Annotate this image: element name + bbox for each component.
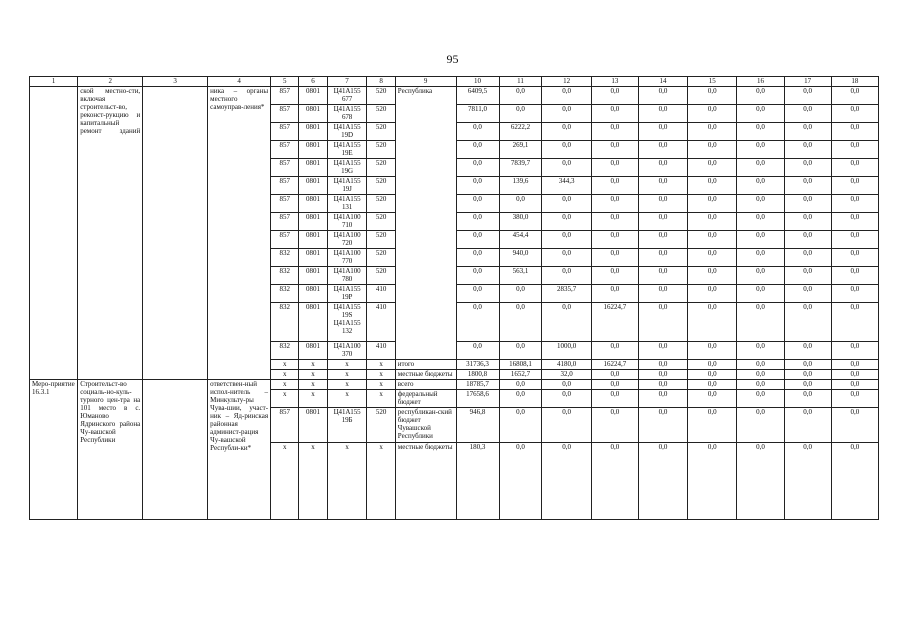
- grbs-cell: 857: [271, 195, 299, 213]
- grbs-cell: 857: [271, 141, 299, 159]
- value-cell: 0,0: [831, 231, 878, 249]
- value-cell: 0,0: [591, 141, 638, 159]
- grbs-cell: 832: [271, 342, 299, 360]
- value-cell: 0,0: [688, 231, 737, 249]
- value-cell: 0,0: [542, 213, 591, 231]
- value-cell: 0,0: [638, 342, 687, 360]
- value-cell: 0,0: [784, 231, 831, 249]
- value-cell: 0,0: [638, 360, 687, 370]
- target-code-cell: Ц41А100 370: [327, 342, 367, 360]
- value-cell: 0,0: [784, 213, 831, 231]
- grbs-cell: х: [271, 390, 299, 408]
- value-cell: 180,3: [456, 443, 499, 520]
- value-cell: 0,0: [688, 380, 737, 390]
- target-code-cell: Ц41А155 19J: [327, 177, 367, 195]
- value-cell: 17658,6: [456, 390, 499, 408]
- value-cell: 139,6: [499, 177, 542, 195]
- value-cell: 0,0: [831, 141, 878, 159]
- column-number: 17: [784, 77, 831, 87]
- value-cell: 0,0: [784, 87, 831, 105]
- value-cell: 0,0: [688, 285, 737, 303]
- expense-type-cell: 520: [367, 141, 395, 159]
- program-table: [29, 76, 879, 520]
- funding-source-cell: всего: [395, 380, 456, 390]
- value-cell: 0,0: [784, 123, 831, 141]
- value-cell: 0,0: [638, 195, 687, 213]
- grbs-cell: 832: [271, 267, 299, 285]
- value-cell: 0,0: [688, 159, 737, 177]
- value-cell: 0,0: [542, 443, 591, 520]
- value-cell: 344,3: [542, 177, 591, 195]
- value-cell: 0,0: [591, 285, 638, 303]
- value-cell: 0,0: [737, 105, 784, 123]
- value-cell: 0,0: [688, 87, 737, 105]
- target-code-cell: Ц41А155 677: [327, 87, 367, 105]
- value-cell: 0,0: [688, 141, 737, 159]
- value-cell: 0,0: [688, 443, 737, 520]
- column-number: 4: [208, 77, 271, 87]
- value-cell: 0,0: [456, 177, 499, 195]
- target-code-cell: х: [327, 390, 367, 408]
- target-code-cell: Ц41А155 19Б: [327, 408, 367, 443]
- value-cell: 4180,0: [542, 360, 591, 370]
- value-cell: 0,0: [737, 123, 784, 141]
- value-cell: 0,0: [542, 141, 591, 159]
- expense-type-cell: 520: [367, 159, 395, 177]
- value-cell: 0,0: [499, 443, 542, 520]
- value-cell: 0,0: [784, 443, 831, 520]
- value-cell: 0,0: [737, 285, 784, 303]
- column-number: 13: [591, 77, 638, 87]
- value-cell: 1652,7: [499, 370, 542, 380]
- section-cell: 0801: [299, 303, 327, 342]
- section-cell: 0801: [299, 177, 327, 195]
- value-cell: 0,0: [638, 123, 687, 141]
- value-cell: 0,0: [784, 390, 831, 408]
- section-cell: 0801: [299, 267, 327, 285]
- value-cell: 0,0: [784, 195, 831, 213]
- funding-source-cell: местные бюджеты: [395, 443, 456, 520]
- value-cell: 2835,7: [542, 285, 591, 303]
- page-number: 95: [446, 52, 459, 66]
- value-cell: 0,0: [638, 267, 687, 285]
- value-cell: 0,0: [542, 408, 591, 443]
- value-cell: 0,0: [638, 390, 687, 408]
- section-cell: 0801: [299, 195, 327, 213]
- value-cell: 0,0: [591, 123, 638, 141]
- value-cell: 0,0: [831, 360, 878, 370]
- column-number-row: [30, 77, 879, 87]
- column-number: 2: [78, 77, 143, 87]
- value-cell: 0,0: [499, 285, 542, 303]
- target-code-cell: Ц41А155 19G: [327, 159, 367, 177]
- section-cell: 0801: [299, 123, 327, 141]
- value-cell: 0,0: [638, 443, 687, 520]
- section-cell: 0801: [299, 408, 327, 443]
- value-cell: 0,0: [542, 231, 591, 249]
- value-cell: 0,0: [591, 380, 638, 390]
- expense-type-cell: х: [367, 360, 395, 370]
- target-code-cell: Ц41А155 19S Ц41А155 132: [327, 303, 367, 342]
- value-cell: 946,8: [456, 408, 499, 443]
- grbs-cell: 857: [271, 123, 299, 141]
- value-cell: 0,0: [784, 370, 831, 380]
- value-cell: 0,0: [831, 213, 878, 231]
- table-row: [30, 87, 879, 105]
- goal-cell: [143, 87, 208, 380]
- value-cell: 0,0: [688, 213, 737, 231]
- value-cell: 0,0: [591, 408, 638, 443]
- value-cell: 0,0: [638, 213, 687, 231]
- section-cell: 0801: [299, 87, 327, 105]
- value-cell: 0,0: [737, 249, 784, 267]
- value-cell: 0,0: [737, 159, 784, 177]
- value-cell: 0,0: [688, 177, 737, 195]
- column-number: 11: [499, 77, 542, 87]
- value-cell: 0,0: [737, 408, 784, 443]
- value-cell: 0,0: [542, 390, 591, 408]
- value-cell: 0,0: [688, 123, 737, 141]
- value-cell: 0,0: [688, 249, 737, 267]
- value-cell: 0,0: [499, 195, 542, 213]
- value-cell: 0,0: [591, 105, 638, 123]
- value-cell: 380,0: [499, 213, 542, 231]
- grbs-cell: х: [271, 360, 299, 370]
- column-number: 7: [327, 77, 367, 87]
- value-cell: 0,0: [688, 390, 737, 408]
- value-cell: 0,0: [688, 342, 737, 360]
- expense-type-cell: х: [367, 443, 395, 520]
- value-cell: 0,0: [638, 285, 687, 303]
- expense-type-cell: 520: [367, 249, 395, 267]
- value-cell: 0,0: [638, 177, 687, 195]
- expense-type-cell: 520: [367, 408, 395, 443]
- value-cell: 0,0: [831, 370, 878, 380]
- value-cell: 0,0: [638, 408, 687, 443]
- funding-source-cell: местные бюджеты: [395, 370, 456, 380]
- target-code-cell: Ц41А155 19E: [327, 141, 367, 159]
- column-number: 8: [367, 77, 395, 87]
- value-cell: 16224,7: [591, 360, 638, 370]
- column-number: 14: [638, 77, 687, 87]
- target-code-cell: Ц41А155 678: [327, 105, 367, 123]
- section-cell: х: [299, 390, 327, 408]
- value-cell: 16224,7: [591, 303, 638, 342]
- value-cell: 0,0: [688, 105, 737, 123]
- value-cell: 0,0: [784, 141, 831, 159]
- section-cell: 0801: [299, 342, 327, 360]
- value-cell: 0,0: [542, 267, 591, 285]
- value-cell: 0,0: [688, 360, 737, 370]
- target-code-cell: х: [327, 380, 367, 390]
- section-cell: х: [299, 443, 327, 520]
- value-cell: 0,0: [638, 380, 687, 390]
- value-cell: 0,0: [737, 267, 784, 285]
- grbs-cell: 857: [271, 408, 299, 443]
- target-code-cell: Ц41А155 19P: [327, 285, 367, 303]
- value-cell: 0,0: [591, 213, 638, 231]
- value-cell: 0,0: [831, 123, 878, 141]
- value-cell: 0,0: [737, 303, 784, 342]
- column-number: 6: [299, 77, 327, 87]
- expense-type-cell: х: [367, 370, 395, 380]
- expense-type-cell: 520: [367, 231, 395, 249]
- value-cell: 0,0: [638, 303, 687, 342]
- value-cell: 0,0: [784, 249, 831, 267]
- value-cell: 0,0: [737, 231, 784, 249]
- value-cell: 0,0: [638, 231, 687, 249]
- grbs-cell: х: [271, 370, 299, 380]
- expense-type-cell: 410: [367, 285, 395, 303]
- target-code-cell: Ц41А100 770: [327, 249, 367, 267]
- target-code-cell: Ц41А100 710: [327, 213, 367, 231]
- section-cell: 0801: [299, 141, 327, 159]
- grbs-cell: 832: [271, 249, 299, 267]
- value-cell: 0,0: [831, 159, 878, 177]
- value-cell: 0,0: [784, 105, 831, 123]
- value-cell: 0,0: [737, 195, 784, 213]
- value-cell: 0,0: [638, 141, 687, 159]
- value-cell: 0,0: [784, 177, 831, 195]
- value-cell: 32,0: [542, 370, 591, 380]
- value-cell: 18785,7: [456, 380, 499, 390]
- value-cell: 6222,2: [499, 123, 542, 141]
- grbs-cell: 857: [271, 231, 299, 249]
- value-cell: 0,0: [737, 177, 784, 195]
- expense-type-cell: 520: [367, 213, 395, 231]
- expense-type-cell: х: [367, 390, 395, 408]
- column-number: 10: [456, 77, 499, 87]
- target-code-cell: Ц41А100 780: [327, 267, 367, 285]
- value-cell: 0,0: [784, 159, 831, 177]
- expense-type-cell: 520: [367, 195, 395, 213]
- value-cell: 0,0: [591, 195, 638, 213]
- value-cell: 0,0: [456, 342, 499, 360]
- section-cell: х: [299, 360, 327, 370]
- target-code-cell: Ц41А100 720: [327, 231, 367, 249]
- value-cell: 0,0: [784, 408, 831, 443]
- expense-type-cell: 520: [367, 267, 395, 285]
- value-cell: 1800,8: [456, 370, 499, 380]
- column-number: 16: [737, 77, 784, 87]
- value-cell: 31736,3: [456, 360, 499, 370]
- column-number: 9: [395, 77, 456, 87]
- section-cell: х: [299, 380, 327, 390]
- column-number: 5: [271, 77, 299, 87]
- section-cell: 0801: [299, 213, 327, 231]
- value-cell: 0,0: [499, 87, 542, 105]
- value-cell: 0,0: [499, 303, 542, 342]
- value-cell: 0,0: [784, 342, 831, 360]
- funding-source-cell: Республика: [395, 87, 456, 360]
- value-cell: 0,0: [542, 123, 591, 141]
- value-cell: 0,0: [456, 123, 499, 141]
- measure-name-cell: ской местно-сти, включая строительст-во, реконст-рукцию и капитальный ремонт зданий: [78, 87, 143, 380]
- value-cell: 0,0: [784, 303, 831, 342]
- grbs-cell: 857: [271, 159, 299, 177]
- value-cell: 0,0: [831, 177, 878, 195]
- value-cell: 0,0: [456, 303, 499, 342]
- value-cell: 0,0: [784, 267, 831, 285]
- section-cell: 0801: [299, 285, 327, 303]
- value-cell: 0,0: [737, 370, 784, 380]
- funding-source-cell: республикан-ский бюджет Чувашской Республики: [395, 408, 456, 443]
- value-cell: 0,0: [542, 249, 591, 267]
- column-number: 15: [688, 77, 737, 87]
- value-cell: 0,0: [737, 390, 784, 408]
- value-cell: 0,0: [638, 105, 687, 123]
- grbs-cell: х: [271, 443, 299, 520]
- target-code-cell: Ц41А155 131: [327, 195, 367, 213]
- value-cell: 0,0: [831, 267, 878, 285]
- value-cell: 0,0: [499, 380, 542, 390]
- value-cell: 563,1: [499, 267, 542, 285]
- value-cell: 0,0: [591, 159, 638, 177]
- expense-type-cell: 410: [367, 303, 395, 342]
- value-cell: 0,0: [831, 87, 878, 105]
- value-cell: 0,0: [737, 360, 784, 370]
- value-cell: 7811,0: [456, 105, 499, 123]
- value-cell: 0,0: [591, 370, 638, 380]
- value-cell: 0,0: [591, 231, 638, 249]
- value-cell: 0,0: [638, 370, 687, 380]
- column-number: 18: [831, 77, 878, 87]
- value-cell: 0,0: [688, 195, 737, 213]
- value-cell: 0,0: [499, 342, 542, 360]
- value-cell: 0,0: [542, 87, 591, 105]
- expense-type-cell: х: [367, 380, 395, 390]
- value-cell: 0,0: [591, 443, 638, 520]
- section-cell: 0801: [299, 249, 327, 267]
- value-cell: 0,0: [688, 303, 737, 342]
- value-cell: 0,0: [456, 159, 499, 177]
- value-cell: 0,0: [831, 408, 878, 443]
- value-cell: 0,0: [591, 267, 638, 285]
- value-cell: 0,0: [542, 195, 591, 213]
- grbs-cell: 857: [271, 105, 299, 123]
- value-cell: 0,0: [499, 390, 542, 408]
- value-cell: 0,0: [688, 408, 737, 443]
- value-cell: 1000,0: [542, 342, 591, 360]
- grbs-cell: 857: [271, 87, 299, 105]
- grbs-cell: 832: [271, 285, 299, 303]
- grbs-cell: х: [271, 380, 299, 390]
- expense-type-cell: 520: [367, 87, 395, 105]
- value-cell: 0,0: [456, 249, 499, 267]
- value-cell: 0,0: [591, 87, 638, 105]
- column-number: 12: [542, 77, 591, 87]
- value-cell: 0,0: [456, 267, 499, 285]
- expense-type-cell: 410: [367, 342, 395, 360]
- value-cell: 0,0: [456, 285, 499, 303]
- grbs-cell: 857: [271, 177, 299, 195]
- table-row: [30, 380, 879, 390]
- value-cell: 0,0: [542, 105, 591, 123]
- value-cell: 16808,1: [499, 360, 542, 370]
- value-cell: 0,0: [542, 303, 591, 342]
- target-code-cell: х: [327, 443, 367, 520]
- value-cell: 6409,5: [456, 87, 499, 105]
- value-cell: 0,0: [456, 195, 499, 213]
- value-cell: 0,0: [456, 141, 499, 159]
- value-cell: 0,0: [737, 141, 784, 159]
- expense-type-cell: 520: [367, 177, 395, 195]
- value-cell: 0,0: [638, 249, 687, 267]
- value-cell: 0,0: [831, 380, 878, 390]
- value-cell: 940,0: [499, 249, 542, 267]
- measure-name-cell: Строительст-во социаль-но-куль-турного цен-тра на 101 место в с. Юманово Ядринского района Чу-вашской Республики: [78, 380, 143, 520]
- section-cell: 0801: [299, 105, 327, 123]
- value-cell: 0,0: [456, 231, 499, 249]
- measure-id-cell: [30, 87, 78, 380]
- value-cell: 0,0: [784, 380, 831, 390]
- executor-cell: ника – органы местного самоуправ-ления*: [208, 87, 271, 380]
- value-cell: 0,0: [831, 342, 878, 360]
- grbs-cell: 857: [271, 213, 299, 231]
- value-cell: 0,0: [737, 342, 784, 360]
- value-cell: 0,0: [831, 285, 878, 303]
- measure-id-cell: Меро-приятие 16.3.1: [30, 380, 78, 520]
- value-cell: 269,1: [499, 141, 542, 159]
- expense-type-cell: 520: [367, 105, 395, 123]
- funding-source-cell: федеральный бюджет: [395, 390, 456, 408]
- expense-type-cell: 520: [367, 123, 395, 141]
- value-cell: 0,0: [499, 408, 542, 443]
- value-cell: 0,0: [542, 380, 591, 390]
- value-cell: 0,0: [456, 213, 499, 231]
- section-cell: х: [299, 370, 327, 380]
- target-code-cell: х: [327, 360, 367, 370]
- value-cell: 0,0: [831, 303, 878, 342]
- value-cell: 454,4: [499, 231, 542, 249]
- value-cell: 0,0: [499, 105, 542, 123]
- goal-cell: [143, 380, 208, 520]
- value-cell: 0,0: [591, 342, 638, 360]
- value-cell: 0,0: [638, 87, 687, 105]
- value-cell: 0,0: [831, 443, 878, 520]
- value-cell: 0,0: [591, 249, 638, 267]
- column-number: 3: [143, 77, 208, 87]
- target-code-cell: Ц41А155 19D: [327, 123, 367, 141]
- value-cell: 0,0: [737, 87, 784, 105]
- executor-cell: ответствен-ный испол-нитель – Минкульту-ры Чува-шии, участ-ник – Яд-ринская районная админист-рация Чу-вашской Республи-ки*: [208, 380, 271, 520]
- value-cell: 0,0: [831, 195, 878, 213]
- value-cell: 0,0: [784, 285, 831, 303]
- value-cell: 0,0: [737, 443, 784, 520]
- funding-source-cell: итого: [395, 360, 456, 370]
- value-cell: 0,0: [737, 380, 784, 390]
- value-cell: 0,0: [591, 177, 638, 195]
- value-cell: 0,0: [638, 159, 687, 177]
- grbs-cell: 832: [271, 303, 299, 342]
- section-cell: 0801: [299, 231, 327, 249]
- value-cell: 0,0: [591, 390, 638, 408]
- value-cell: 0,0: [542, 159, 591, 177]
- value-cell: 0,0: [831, 390, 878, 408]
- value-cell: 0,0: [831, 105, 878, 123]
- section-cell: 0801: [299, 159, 327, 177]
- value-cell: 0,0: [688, 267, 737, 285]
- value-cell: 0,0: [688, 370, 737, 380]
- target-code-cell: х: [327, 370, 367, 380]
- value-cell: 0,0: [831, 249, 878, 267]
- value-cell: 0,0: [784, 360, 831, 370]
- column-number: 1: [30, 77, 78, 87]
- value-cell: 7839,7: [499, 159, 542, 177]
- value-cell: 0,0: [737, 213, 784, 231]
